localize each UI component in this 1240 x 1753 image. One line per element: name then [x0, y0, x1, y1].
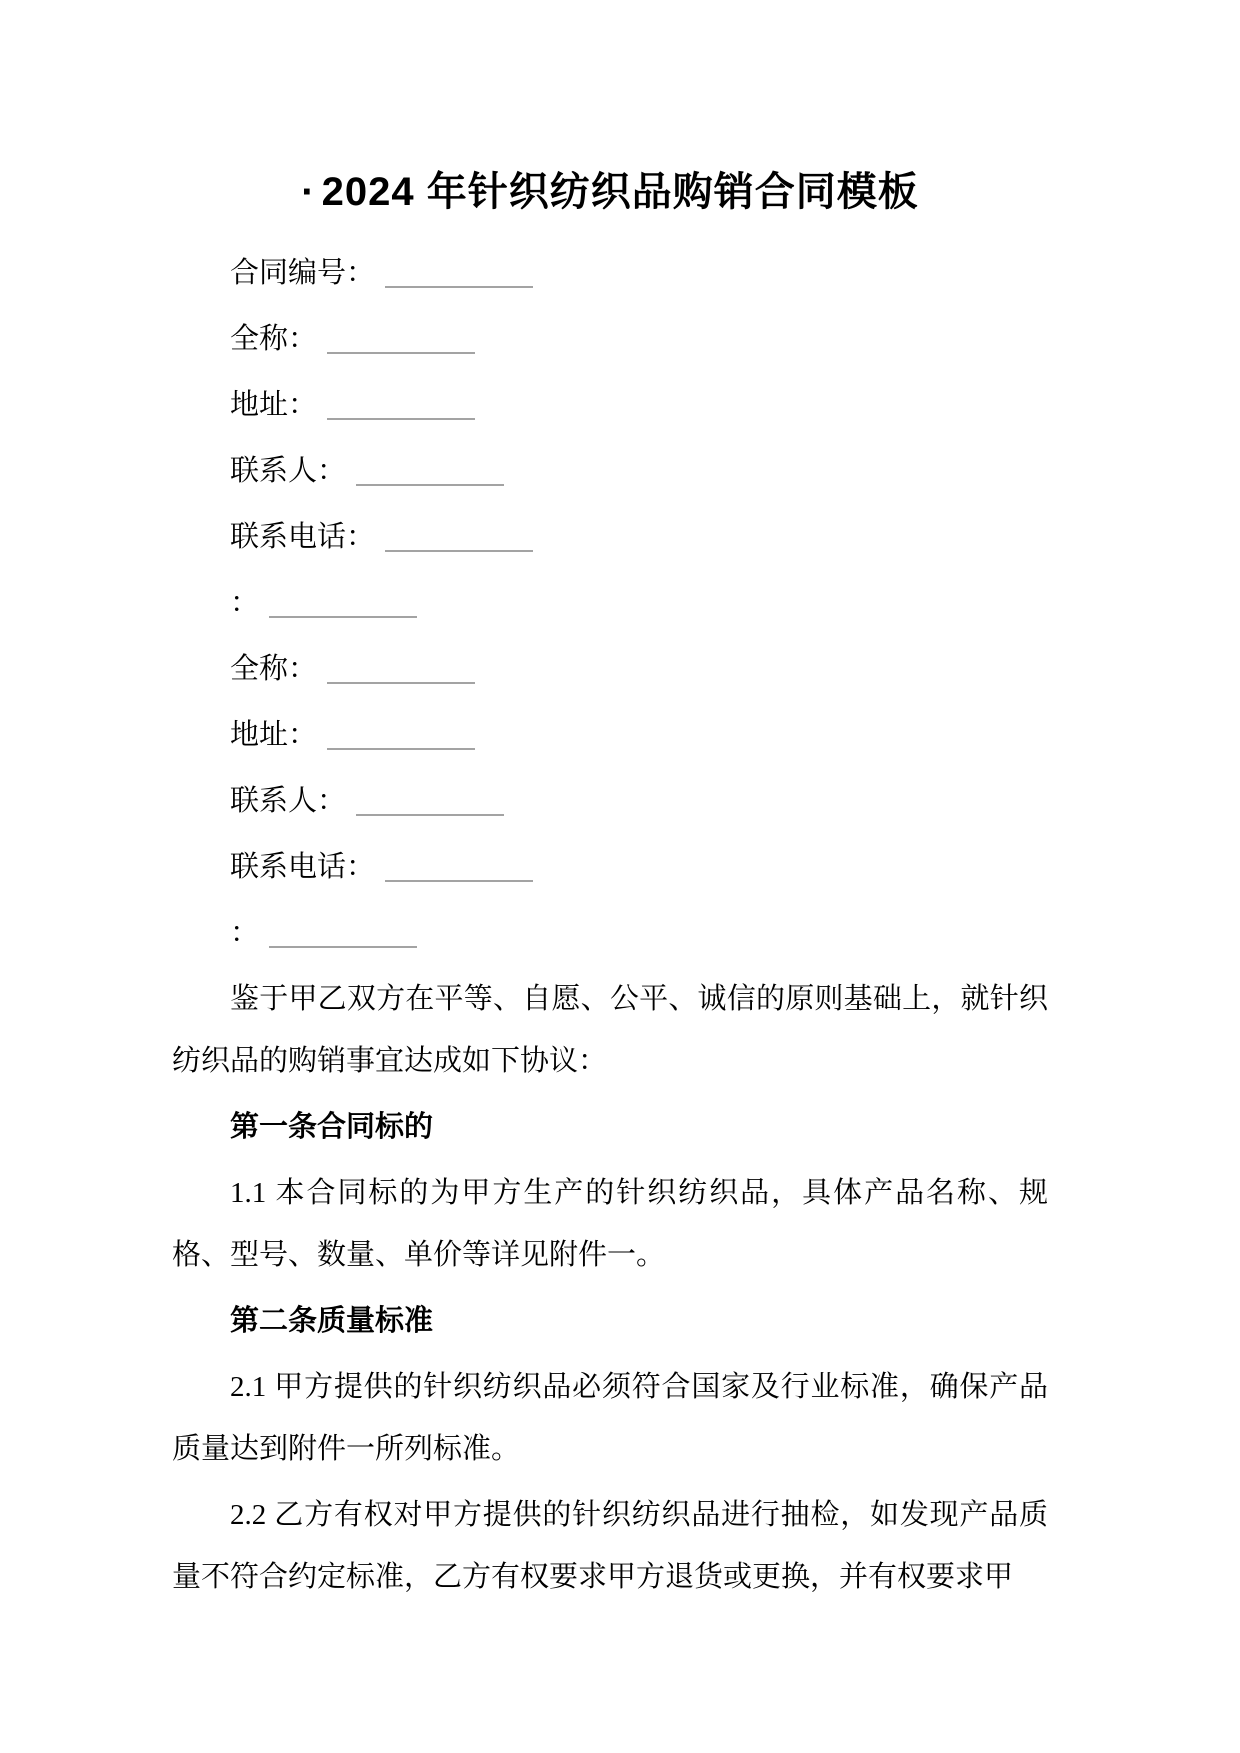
- field-label: 全称：: [230, 653, 318, 685]
- field-blank-underline[interactable]: [327, 718, 475, 750]
- field-blank-underline[interactable]: [385, 256, 533, 288]
- field-label: ：: [230, 917, 260, 949]
- form-field-row: [172, 242, 1048, 304]
- document-title: [172, 160, 1048, 224]
- clause-paragraph: 2.1 甲方提供的针织纺织品必须符合国家及行业标准，确保产品质量达到附件一所列标准。: [172, 1371, 1048, 1465]
- field-label: 合同编号：: [230, 257, 376, 289]
- field-blank-underline[interactable]: [327, 388, 475, 420]
- field-label: 联系电话：: [230, 851, 376, 883]
- form-field-row: [172, 638, 1048, 700]
- field-blank-underline[interactable]: [327, 322, 475, 354]
- field-label: 联系人：: [230, 455, 347, 487]
- field-blank-underline[interactable]: [356, 784, 504, 816]
- form-field-row: [172, 506, 1048, 568]
- title-bullet: ·: [301, 170, 316, 214]
- form-field-row: [172, 704, 1048, 766]
- field-blank-underline[interactable]: [385, 850, 533, 882]
- field-label: 地址：: [230, 389, 318, 421]
- field-blank-underline[interactable]: [356, 454, 504, 486]
- title-text: 2024 年针织纺织品购销合同模板: [321, 170, 919, 214]
- field-label: 联系电话：: [230, 521, 376, 553]
- field-blank-underline[interactable]: [269, 916, 417, 948]
- field-blank-underline[interactable]: [385, 520, 533, 552]
- clause-heading: 第二条质量标准: [230, 1305, 434, 1337]
- contract-clauses-section: [172, 968, 1048, 1608]
- form-field-row: [172, 572, 1048, 634]
- form-field-row: [172, 308, 1048, 370]
- clause-paragraph: 鉴于甲乙双方在平等、自愿、公平、诚信的原则基础上，就针织纺织品的购销事宜达成如下协议：: [172, 983, 1048, 1077]
- form-field-row: [172, 770, 1048, 832]
- field-blank-underline[interactable]: [327, 652, 475, 684]
- field-blank-underline[interactable]: [269, 586, 417, 618]
- party-info-section: [172, 242, 1048, 964]
- clause-heading: 第一条合同标的: [230, 1111, 434, 1143]
- form-field-row: [172, 836, 1048, 898]
- field-label: 全称：: [230, 323, 318, 355]
- field-label: 联系人：: [230, 785, 347, 817]
- form-field-row: [172, 440, 1048, 502]
- field-label: 地址：: [230, 719, 318, 751]
- clause-paragraph: 2.2 乙方有权对甲方提供的针织纺织品进行抽检，如发现产品质量不符合约定标准，乙方有权要求甲方退货或更换，并有权要求甲: [172, 1499, 1048, 1593]
- form-field-row: [172, 902, 1048, 964]
- clause-paragraph: 1.1 本合同标的为甲方生产的针织纺织品，具体产品名称、规格、型号、数量、单价等详见附件一。: [172, 1177, 1048, 1271]
- field-label: ：: [230, 587, 260, 619]
- form-field-row: [172, 374, 1048, 436]
